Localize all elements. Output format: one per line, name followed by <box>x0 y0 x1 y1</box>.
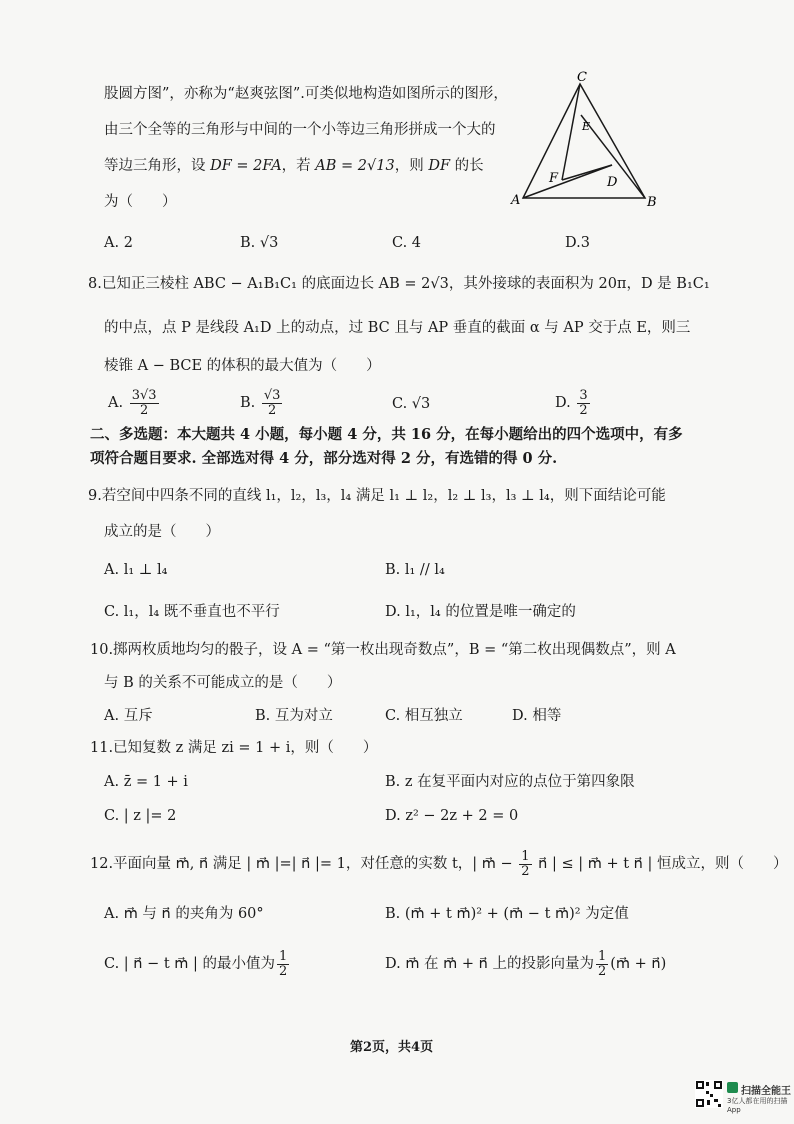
q11-option-b: B. z 在复平面内对应的点位于第四象限 <box>385 774 635 790</box>
q12-ineq-right: n⃗ | ≤ | m⃗ + t n⃗ | 恒成立，则（ ） <box>533 856 788 873</box>
q7-line-3 <box>104 158 484 175</box>
q7-line-2: 由三个全等的三角形与中间的一个小等边三角形拼成一个大的 <box>104 122 496 138</box>
q8-option-b-fraction <box>262 389 283 417</box>
denominator: 2 <box>139 402 149 418</box>
numerator: 3√3 <box>131 388 157 403</box>
q12-option-a: A. m⃗ 与 n⃗ 的夹角为 60° <box>104 906 264 922</box>
section2-line-1: 二、多选题：本大题共 4 小题，每小题 4 分，共 16 分，在每小题给出的四个选项中，有多 <box>90 426 683 443</box>
label-f: F <box>549 171 559 186</box>
q10-option-c: C. 相互独立 <box>385 708 463 724</box>
q8-option-d-label: D. <box>555 395 571 412</box>
q11-option-c: C. | z |= 2 <box>104 808 177 824</box>
numerator: 1 <box>597 949 607 964</box>
q8-option-c: C. √3 <box>392 396 431 412</box>
q8-option-d <box>555 389 592 417</box>
denominator: 2 <box>579 402 588 418</box>
q12-ineq-left: | m⃗ − <box>472 856 518 873</box>
label-b: B <box>647 195 657 210</box>
q7-line-4: 为（ ） <box>104 194 177 210</box>
q9-option-c: C. l₁，l₄ 既不垂直也不平行 <box>104 604 280 620</box>
q7-option-b: B. √3 <box>240 235 279 251</box>
q7-line-1: 股圆方图”，亦称为“赵爽弦图”.可类似地构造如图所示的图形， <box>104 86 508 102</box>
q8-option-a-fraction <box>130 389 159 417</box>
denominator: 2 <box>597 963 607 979</box>
q12-option-d-text: D. m⃗ 在 m⃗ + n⃗ 上的投影向量为 <box>385 956 594 973</box>
q7-math-ab: AB = 2√13 <box>315 158 395 174</box>
q12-line-1 <box>90 850 787 878</box>
q7-text: 的长 <box>450 158 484 174</box>
scanner-logo-icon <box>727 1082 738 1093</box>
q8-line-1: 8.已知正三棱柱 ABC − A₁B₁C₁ 的底面边长 AB = 2√3，其外接球的表面积为 20π，D 是 B₁C₁ <box>88 276 710 292</box>
qr-code-icon <box>695 1080 723 1108</box>
denominator: 2 <box>279 963 288 979</box>
denominator: 2 <box>521 863 530 879</box>
q8-option-b <box>240 389 284 417</box>
q8-option-a <box>108 389 161 417</box>
scanner-tagline: 3亿人都在用的扫描App <box>727 1097 788 1114</box>
numerator: 1 <box>279 949 288 964</box>
q8-line-2: 的中点，点 P 是线段 A₁D 上的动点，过 BC 且与 AP 垂直的截面 α 与 AP 交于点 E，则三 <box>104 320 691 336</box>
q9-option-d: D. l₁，l₄ 的位置是唯一确定的 <box>385 604 576 620</box>
q7-option-a: A. 2 <box>104 235 133 251</box>
q12-option-d <box>385 950 666 978</box>
q10-option-d: D. 相等 <box>512 708 562 724</box>
q8-option-d-fraction <box>577 389 589 417</box>
q7-text: ，则 <box>394 158 429 174</box>
q10-line-1: 10.掷两枚质地均匀的骰子，设 A = “第一枚出现奇数点”，B = “第二枚出现偶数点”，则 A <box>90 642 676 658</box>
q11-option-d: D. z² − 2z + 2 = 0 <box>385 808 519 824</box>
numerator: √3 <box>263 388 281 403</box>
label-d: D <box>607 175 618 190</box>
label-c: C <box>577 70 587 85</box>
numerator: 3 <box>579 388 588 403</box>
q12-option-c-text: C. | n⃗ − t m⃗ | 的最小值为 <box>104 956 276 973</box>
label-e: E <box>582 120 591 133</box>
q12-option-d-fraction <box>596 950 608 978</box>
q12-option-d-tail: (m⃗ + n⃗) <box>610 956 667 973</box>
section2-line-2: 项符合题目要求. 全部选对得 4 分，部分选对得 2 分，有选错的得 0 分. <box>90 450 558 467</box>
scanner-brand: 扫描全能王 <box>741 1086 791 1097</box>
q12-option-c <box>104 950 291 978</box>
q12-option-c-fraction <box>277 950 289 978</box>
q7-math-df2: DF <box>428 158 450 174</box>
page-footer: 第2页，共4页 <box>350 1040 434 1055</box>
q7-text: 等边三角形，设 <box>104 158 211 174</box>
q9-option-a: A. l₁ ⊥ l₄ <box>104 562 168 578</box>
q8-option-a-label: A. <box>108 395 124 412</box>
denominator: 2 <box>268 402 277 418</box>
q9-line-1: 9.若空间中四条不同的直线 l₁，l₂，l₃，l₄ 满足 l₁ ⊥ l₂，l₂ ⊥ l₃，l₃ ⊥ l₄，则下面结论可能 <box>88 488 666 504</box>
q10-option-b: B. 互为对立 <box>255 708 333 724</box>
q8-option-b-label: B. <box>240 395 256 412</box>
q8-line-3: 棱锥 A − BCE 的体积的最大值为（ ） <box>104 358 381 374</box>
label-a: A <box>511 193 521 208</box>
triangle-figure <box>505 70 665 215</box>
q7-math-df: DF = 2FA <box>210 158 282 174</box>
numerator: 1 <box>521 849 530 864</box>
q12-stem: 12.平面向量 m⃗, n⃗ 满足 | m⃗ |=| n⃗ |= 1，对任意的实数 t， <box>90 856 473 873</box>
q7-text: ，若 <box>281 158 316 174</box>
q9-line-2: 成立的是（ ） <box>104 524 220 540</box>
q12-option-b: B. (m⃗ + t m⃗)² + (m⃗ − t m⃗)² 为定值 <box>385 906 629 922</box>
q10-option-a: A. 互斥 <box>104 708 153 724</box>
q12-fraction <box>519 850 531 878</box>
q11-line-1: 11.已知复数 z 满足 zi = 1 + i，则（ ） <box>90 740 378 756</box>
q11-option-a: A. z̄ = 1 + i <box>104 774 188 790</box>
q7-option-d: D.3 <box>565 235 590 251</box>
q7-option-c: C. 4 <box>392 235 422 251</box>
q9-option-b: B. l₁ // l₄ <box>385 562 445 578</box>
q10-line-2: 与 B 的关系不可能成立的是（ ） <box>104 675 342 691</box>
